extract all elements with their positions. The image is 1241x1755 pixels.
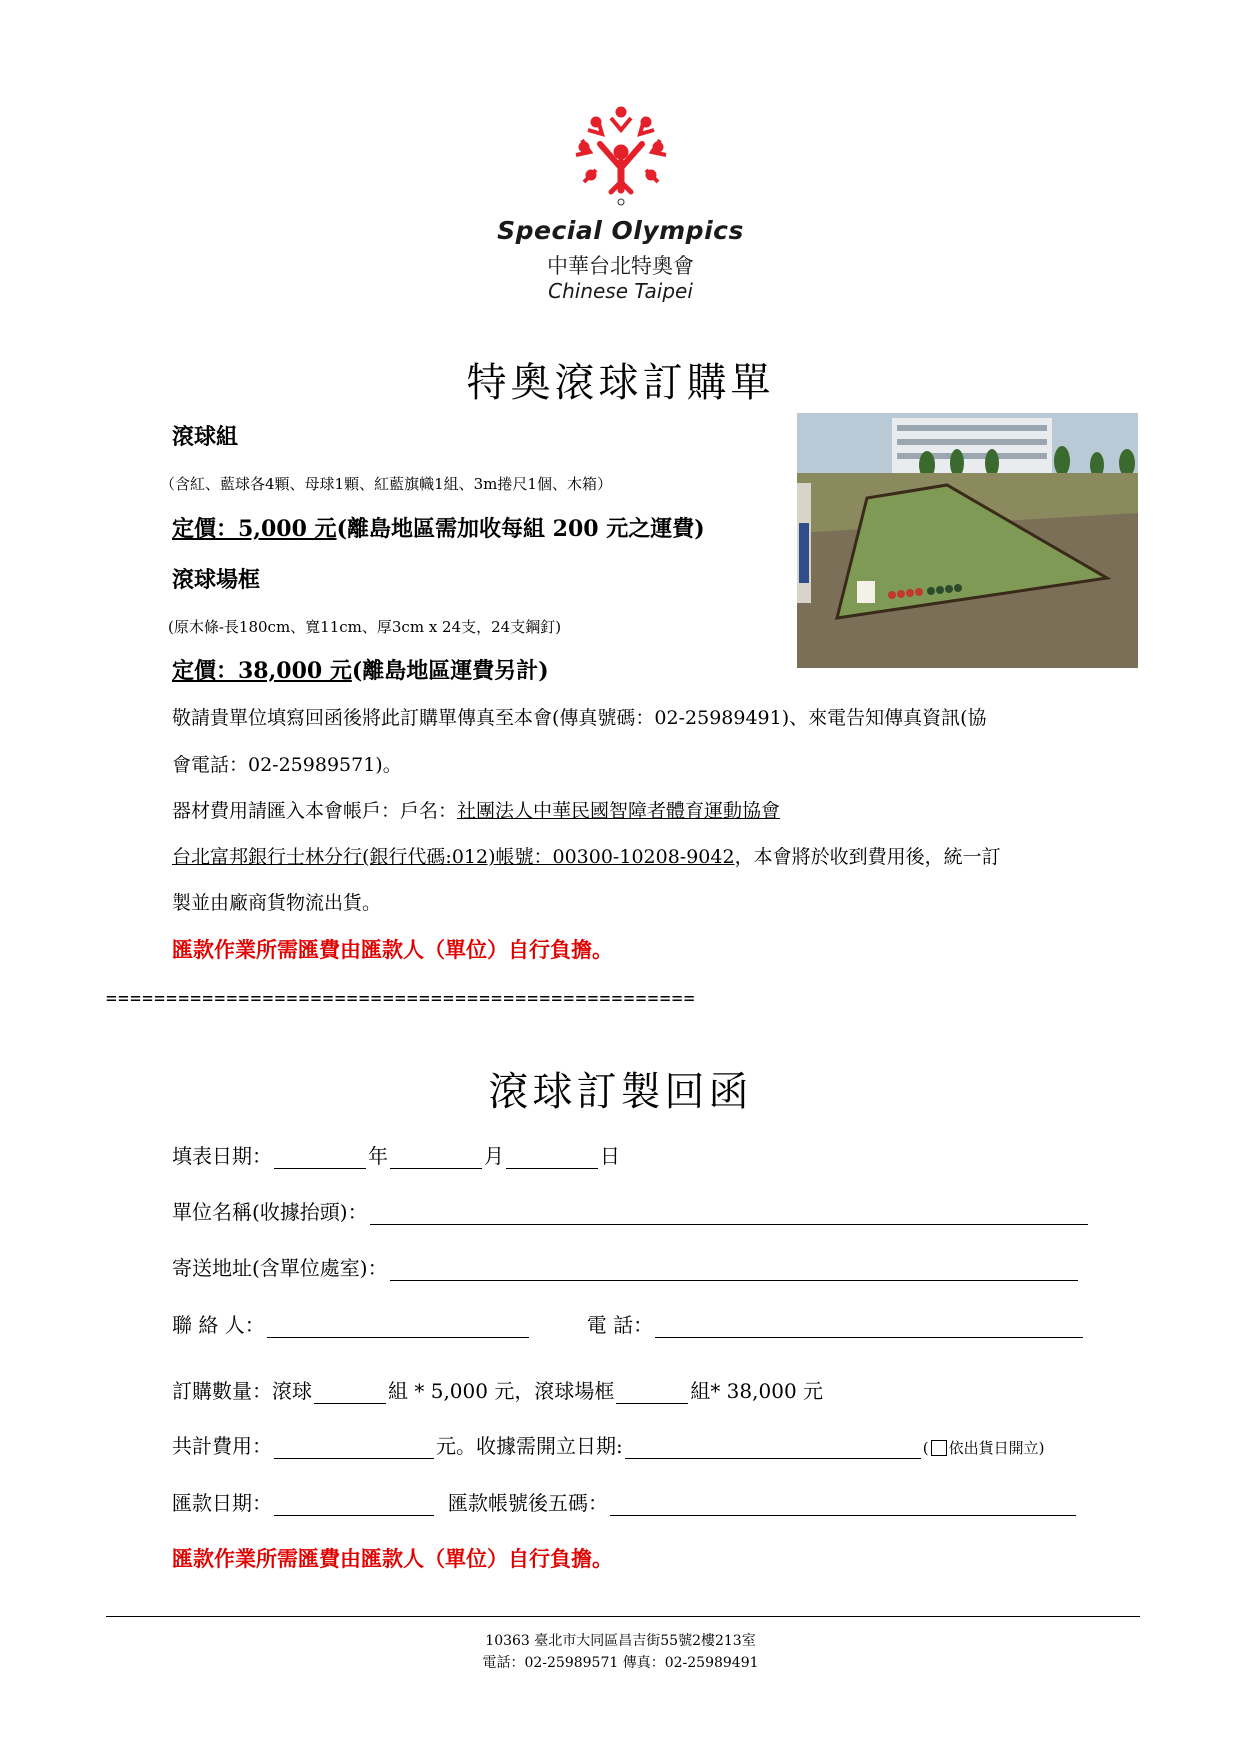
contact-field[interactable] [267,1315,529,1338]
unit-label: 單位名稱(收據抬頭)： [172,1200,368,1224]
unit-row [172,1196,1090,1225]
remit-date-label: 匯款日期： [172,1491,272,1515]
quantity-unit-1: 組 * 5,000 元，滾球場框 [388,1379,615,1403]
fee-warning-top: 匯款作業所需匯費由匯款人（單位）自行負擔。 [172,937,613,962]
bocce-set-qty-field[interactable] [314,1381,386,1404]
quantity-unit-2: 組* 38,000 元 [690,1379,824,1403]
address-field[interactable] [390,1258,1078,1281]
bocce-court-photo [797,413,1138,668]
address-row [172,1252,1080,1281]
product2-price-note: (離島地區運費另計) [351,658,549,684]
phone-label: 電 話： [586,1313,654,1337]
phone-field[interactable] [655,1315,1083,1338]
shipping-note: 製並由廠商貨物流出貨。 [172,892,382,914]
remit-row [172,1487,1078,1516]
year-field[interactable] [274,1146,366,1169]
quantity-label: 訂購數量：滾球 [172,1379,312,1403]
section-divider: ================================================= [106,988,696,1009]
year-label: 年 [368,1144,388,1168]
remit-date-field[interactable] [274,1493,434,1516]
checkbox-open-paren: ( [922,1439,929,1457]
footer-address: 10363 臺北市大同區昌吉街55號2樓213室 [485,1633,756,1649]
brand-subtitle: Chinese Taipei [548,279,693,303]
remit-account-label: 匯款帳號後五碼： [448,1491,608,1515]
remit-account-field[interactable] [610,1493,1076,1516]
contact-label: 聯 絡 人： [172,1313,265,1337]
fee-warning-bottom: 匯款作業所需匯費由匯款人（單位）自行負擔。 [172,1546,613,1571]
checkbox-label: 依出貨日開立) [948,1439,1045,1457]
product1-name: 滾球組 [172,424,239,450]
product1-price [172,512,705,543]
instruction-line-2: 會電話：02-25989571)。 [172,754,402,776]
product2-price-value: 定價：38,000 元 [172,658,352,684]
month-field[interactable] [390,1146,482,1169]
day-label: 日 [600,1144,620,1168]
reply-form-title: 滾球訂製回函 [488,1069,753,1115]
brand-name-en: Special Olympics [497,216,744,245]
account-name: 社團法人中華民國智障者體育運動協會 [457,800,781,822]
unit-field[interactable] [370,1202,1088,1225]
bank-suffix: ，本會將於收到費用後，統一訂 [734,846,1001,868]
address-label: 寄送地址(含單位處室)： [172,1256,388,1280]
total-label: 共計費用： [172,1434,272,1458]
product1-price-note: (離島地區需加收每組 200 元之運費) [336,516,705,542]
account-line [172,796,1142,823]
date-row [172,1140,620,1169]
product2-price [172,654,549,685]
ship-date-checkbox[interactable] [931,1440,947,1456]
product2-name: 滾球場框 [172,567,261,593]
court-frame-qty-field[interactable] [616,1381,688,1404]
total-unit: 元。收據需開立日期: [436,1434,623,1458]
instruction-line-1: 敬請貴單位填寫回函後將此訂購單傳真至本會(傳真號碼：02-25989491)、來電告知傳真資訊(協 [172,707,987,729]
total-field[interactable] [274,1436,434,1459]
product2-desc: (原木條-長180cm、寬11cm、厚3cm x 24支，24支鋼釘) [168,618,562,636]
month-label: 月 [484,1144,504,1168]
bank-line [172,842,1142,869]
day-field[interactable] [506,1146,598,1169]
total-row [172,1430,1044,1459]
footer-rule [106,1616,1140,1617]
brand-name-zh: 中華台北特奧會 [547,254,694,278]
special-olympics-logo [0,100,1241,210]
order-form-title: 特奧滾球訂購單 [466,360,775,406]
date-label: 填表日期： [172,1144,272,1168]
receipt-date-field[interactable] [625,1436,921,1459]
contact-row [172,1309,1085,1338]
logo-emblem-icon [566,100,676,210]
product1-desc: （含紅、藍球各4顆、母球1顆、紅藍旗幟1組、3m捲尺1個、木箱） [160,475,612,493]
account-prefix: 器材費用請匯入本會帳戶：戶名： [172,800,458,822]
quantity-row [172,1375,823,1404]
bank-info: 台北富邦銀行士林分行(銀行代碼:012)帳號：00300-10208-9042 [172,846,735,868]
product1-price-value: 定價：5,000 元 [172,516,337,542]
footer-contact: 電話：02-25989571 傳真：02-25989491 [482,1655,759,1671]
